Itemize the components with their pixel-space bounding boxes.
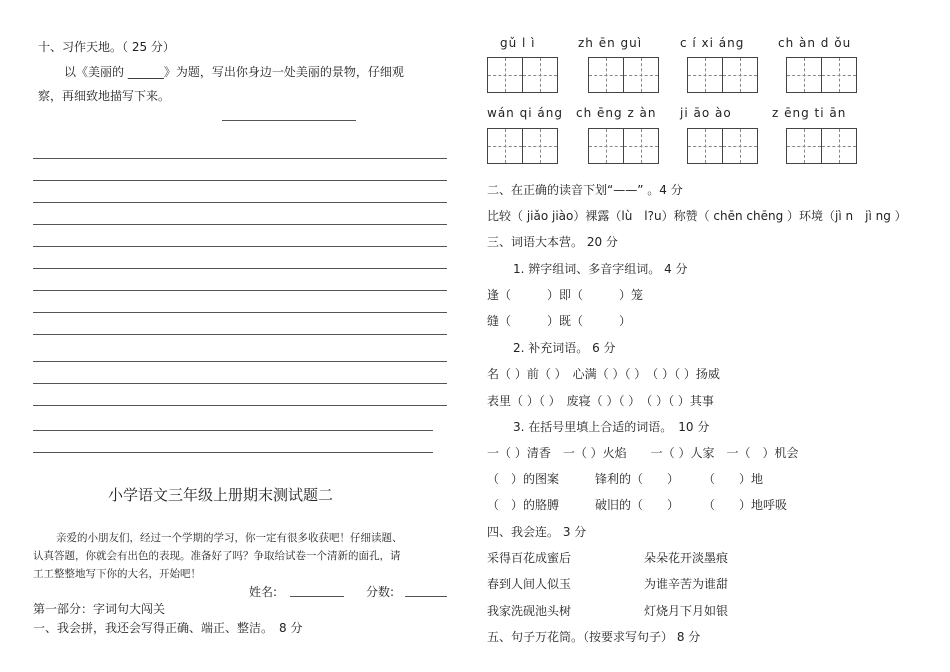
match-left-2[interactable]: 春到人间人似玉	[487, 577, 572, 591]
match-right-2[interactable]: 为谁辛苦为谁甜	[644, 577, 729, 591]
char-box[interactable]	[786, 128, 822, 164]
section-3-heading: 三、词语大本营。 20 分	[487, 235, 618, 249]
sub-3-row-1: 一（ ）清香 一（ ）火焰 一（ ）人家 一（ ）机会	[487, 446, 799, 460]
match-right-3[interactable]: 灯烧月下月如银	[644, 604, 729, 618]
pinyin-2-3: ji āo ào	[680, 106, 732, 120]
match-left-3[interactable]: 我家洗砚池头树	[487, 604, 572, 618]
writing-line[interactable]	[33, 268, 447, 269]
char-box[interactable]	[522, 57, 558, 93]
char-box[interactable]	[786, 57, 822, 93]
char-box[interactable]	[623, 57, 659, 93]
section-4-heading: 四、我会连。 3 分	[487, 525, 587, 539]
writing-line[interactable]	[33, 180, 447, 181]
score-field[interactable]	[405, 596, 447, 597]
char-box[interactable]	[687, 57, 723, 93]
pinyin-2-2: ch ēng z àn	[576, 106, 657, 120]
section-10-heading: 十、习作天地。（ 25 分）	[38, 40, 175, 54]
writing-line[interactable]	[33, 452, 433, 453]
writing-line[interactable]	[33, 405, 447, 406]
section-5-heading: 五、句子万花筒。（按要求写句子） 8 分	[487, 630, 701, 644]
char-box[interactable]	[821, 57, 857, 93]
writing-line[interactable]	[33, 224, 447, 225]
writing-line[interactable]	[33, 158, 447, 159]
writing-line[interactable]	[33, 290, 447, 291]
name-field[interactable]	[290, 596, 344, 597]
char-box[interactable]	[588, 57, 624, 93]
exam-title: 小学语文三年级上册期末测试题二	[108, 486, 334, 504]
sub-1-row-1: 逢（ ）即（ ）笼	[487, 288, 644, 302]
essay-title-line[interactable]	[222, 120, 356, 121]
char-box[interactable]	[522, 128, 558, 164]
intro-line-1: 亲爱的小朋友们，经过一个学期的学习，你一定有很多收获吧！仔细读题、	[56, 532, 403, 544]
section-10-prompt-line-1: 以《美丽的 ______》为题，写出你身边一处美丽的景物，仔细观	[64, 65, 404, 79]
section-10-prompt-line-2: 察，再细致地描写下来。	[38, 89, 171, 103]
intro-line-3: 工工整整地写下你的大名，开始吧！	[33, 568, 201, 580]
pinyin-1-4: ch àn d ǒu	[778, 36, 852, 50]
match-right-1[interactable]: 朵朵花开淡墨痕	[644, 551, 729, 565]
section-2-heading: 二、在正确的读音下划“——” 。4 分	[487, 183, 683, 197]
sub-3-row-3: （ ）的胳膊 破旧的（ ） （ ）地呼吸	[487, 498, 788, 512]
sub-1-row-2: 缝（ ）既（ ）	[487, 314, 632, 328]
name-label: 姓名:	[249, 585, 278, 599]
pinyin-1-1: gǔ l ì	[500, 36, 536, 50]
char-box[interactable]	[487, 57, 523, 93]
char-box[interactable]	[722, 57, 758, 93]
char-box[interactable]	[487, 128, 523, 164]
char-box[interactable]	[722, 128, 758, 164]
section-2-items: 比较（ jiǎo jiào）裸露（lù l?u）称赞（ chēn chēng ）环境（jì n jì ng ）	[487, 209, 907, 223]
sub-2-heading: 2. 补充词语。 6 分	[513, 341, 616, 355]
sub-3-row-2: （ ）的图案 锋利的（ ） （ ）地	[487, 472, 764, 486]
char-box[interactable]	[821, 128, 857, 164]
writing-line[interactable]	[33, 312, 447, 313]
pinyin-1-2: zh ēn guì	[578, 36, 643, 50]
writing-line[interactable]	[33, 246, 447, 247]
writing-line[interactable]	[33, 361, 447, 362]
writing-line[interactable]	[33, 430, 433, 431]
sub-2-row-1: 名（ ）前（ ） 心满（ ）（ ） （ ）（ ）扬威	[487, 367, 720, 381]
char-box[interactable]	[687, 128, 723, 164]
sub-1-heading: 1. 辨字组词、多音字组词。 4 分	[513, 262, 688, 276]
section-1-heading: 一、我会拼，我还会写得正确、端正、整洁。 8 分	[33, 621, 303, 635]
pinyin-2-4: z ēng ti ān	[772, 106, 847, 120]
sub-3-heading: 3. 在括号里填上合适的词语。 10 分	[513, 420, 710, 434]
pinyin-2-1: wán qi áng	[487, 106, 563, 120]
char-box[interactable]	[588, 128, 624, 164]
pinyin-1-3: c í xi áng	[680, 36, 745, 50]
match-left-1[interactable]: 采得百花成蜜后	[487, 551, 572, 565]
intro-line-2: 认真答题，你就会有出色的表现。准备好了吗？争取给试卷一个清新的面孔，请	[33, 550, 401, 562]
writing-line[interactable]	[33, 383, 447, 384]
part-1-heading: 第一部分：字词句大闯关	[33, 602, 166, 616]
char-box[interactable]	[623, 128, 659, 164]
sub-2-row-2: 表里（ ）（ ） 废寝（ ）（ ） （ ）（ ）其事	[487, 394, 714, 408]
writing-line[interactable]	[33, 202, 447, 203]
writing-line[interactable]	[33, 334, 447, 335]
score-label: 分数:	[366, 585, 395, 599]
